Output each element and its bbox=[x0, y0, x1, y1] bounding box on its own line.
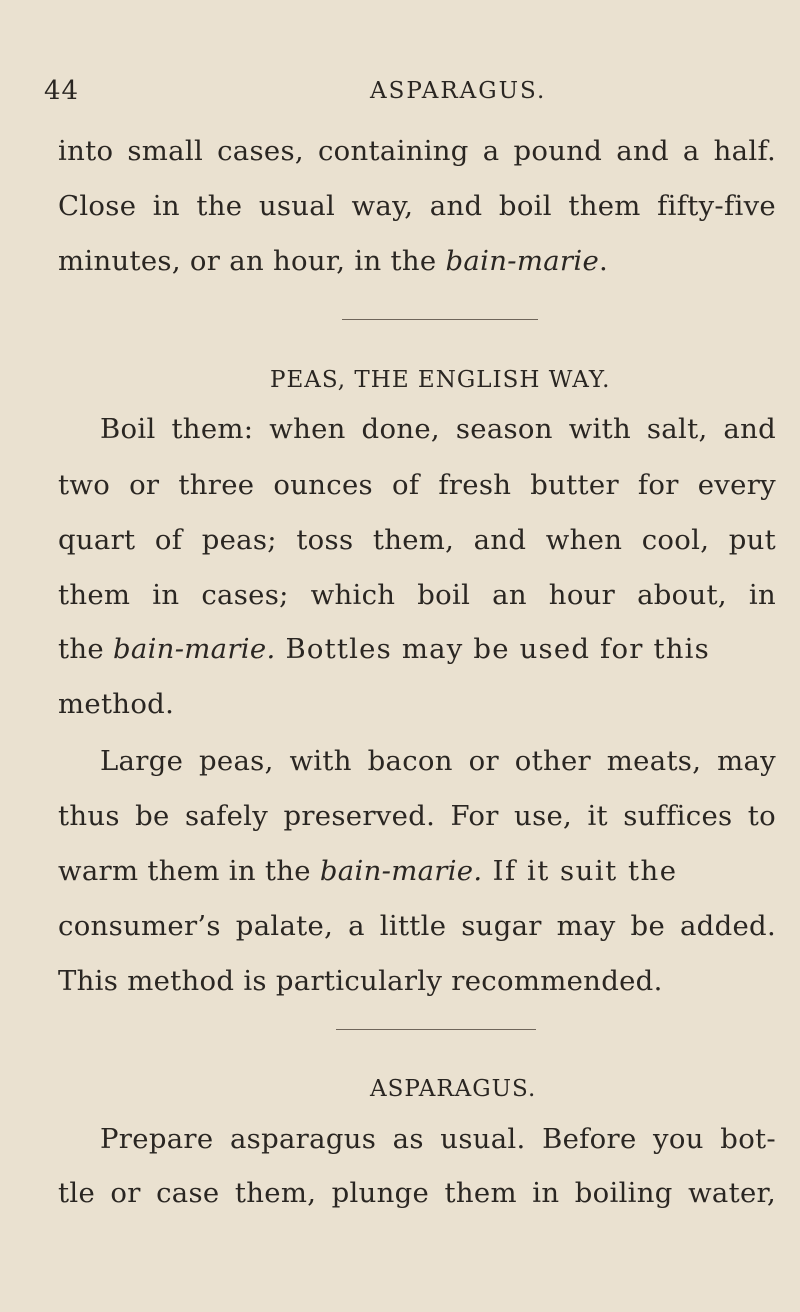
italic-term: bain-marie bbox=[445, 245, 600, 277]
text-line: quart of peas; toss them, and when cool, put bbox=[58, 524, 776, 556]
section-heading: ASPARAGUS. bbox=[370, 1076, 537, 1102]
text-span: warm them in the bbox=[58, 855, 320, 887]
text-span: minutes, or an hour, in the bbox=[58, 245, 446, 277]
text-line: two or three ounces of fresh butter for every bbox=[58, 469, 776, 501]
section-heading: PEAS, THE ENGLISH WAY. bbox=[270, 367, 611, 393]
running-head bbox=[0, 76, 800, 116]
text-line: consumer’s palate, a little sugar may be added. bbox=[58, 910, 776, 942]
text-line bbox=[58, 245, 608, 277]
text-line: Close in the usual way, and boil them fifty-five bbox=[58, 190, 776, 222]
text-line: them in cases; which boil an hour about, in bbox=[58, 579, 776, 611]
italic-term: bain-marie. bbox=[319, 855, 483, 887]
text-line: into small cases, containing a pound and a half. bbox=[58, 135, 776, 167]
text-line: Boil them: when done, season with salt, and bbox=[100, 413, 776, 445]
text-line: thus be safely preserved. For use, it suffices to bbox=[58, 800, 776, 832]
text-span: Bottles may be used for this bbox=[275, 633, 710, 665]
text-line: method. bbox=[58, 688, 175, 720]
page-number: 44 bbox=[44, 76, 80, 106]
text-span: If it suit the bbox=[482, 855, 678, 887]
text-line: This method is particularly recommended. bbox=[58, 965, 663, 997]
section-divider bbox=[342, 319, 538, 320]
text-span: the bbox=[58, 633, 113, 665]
text-line bbox=[58, 855, 776, 887]
text-line: Large peas, with bacon or other meats, may bbox=[100, 745, 776, 777]
text-line: Prepare asparagus as usual. Before you bot- bbox=[100, 1123, 776, 1155]
section-divider bbox=[336, 1029, 536, 1030]
running-title: ASPARAGUS. bbox=[370, 78, 547, 104]
text-line bbox=[58, 633, 776, 665]
text-line: tle or case them, plunge them in boiling water, bbox=[58, 1177, 776, 1209]
text-span: . bbox=[599, 245, 609, 277]
italic-term: bain-marie. bbox=[112, 633, 276, 665]
